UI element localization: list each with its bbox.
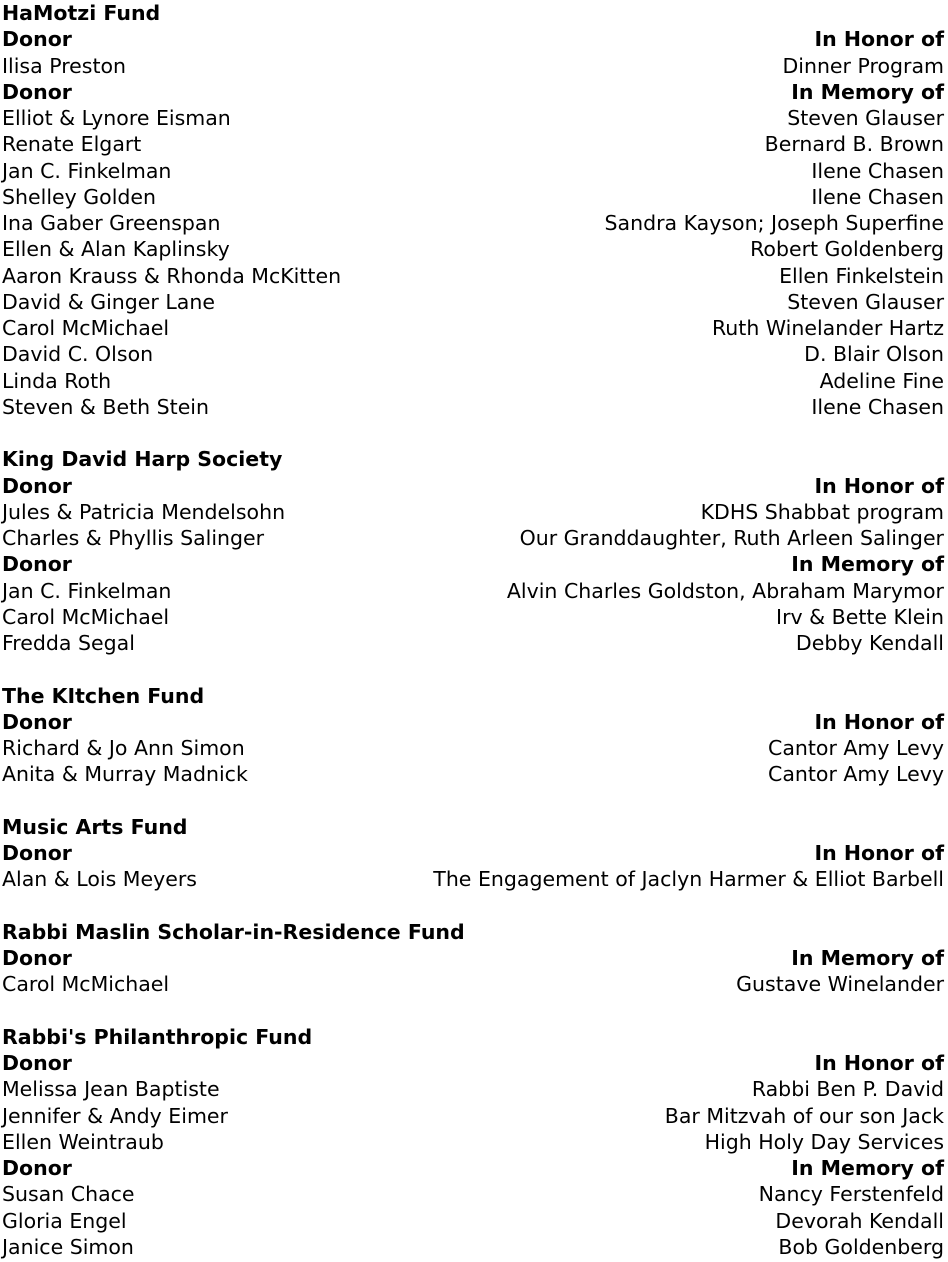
donation-row [2,394,944,420]
donor-name: Ellen & Alan Kaplinsky [2,237,230,262]
dedication-type-header: In Honor of [814,473,944,498]
donor-column-header: Donor [2,552,72,577]
donor-name: David & Ginger Lane [2,289,215,314]
honoree-name: Robert Goldenberg [750,237,944,262]
donation-row [2,105,944,131]
donor-name: Melissa Jean Baptiste [2,1077,220,1102]
donation-row [2,1129,944,1155]
donor-name: Elliot & Lynore Eisman [2,106,231,130]
donation-row [2,210,944,236]
fund-section [2,446,944,656]
donation-row [2,866,944,892]
donor-name: Alan & Lois Meyers [2,867,197,892]
donor-column-header: Donor [2,1156,72,1180]
honoree-name: Alvin Charles Goldston, Abraham Marymor [506,578,944,603]
honoree-name: Ilene Chasen [811,184,944,209]
donor-name: Carol McMichael [2,604,170,629]
honoree-name: Gustave Winelander [736,972,944,997]
honoree-name: Cantor Amy Levy [768,736,944,760]
honoree-name: Ilene Chasen [811,394,944,419]
honoree-name: Devorah Kendall [775,1208,944,1233]
fund-title: Music Arts Fund [2,814,188,839]
donation-row [2,1181,944,1207]
donor-name: Ina Gaber Greenspan [2,211,221,235]
column-header-row [2,26,944,52]
honoree-name: Steven Glauser [787,106,944,130]
honoree-name: Rabbi Ben P. David [751,1077,944,1102]
honoree-name: Nancy Ferstenfeld [758,1182,944,1207]
donation-row [2,499,944,525]
donor-column-header: Donor [2,1051,72,1075]
honoree-name: Bar Mitzvah of our son Jack [664,1103,944,1128]
donation-row [2,315,944,341]
honoree-name: Our Granddaughter, Ruth Arleen Salinger [519,526,944,550]
donation-row [2,131,944,157]
honoree-name: Cantor Amy Levy [768,762,944,787]
column-header-row [2,840,944,866]
donor-name: Ilisa Preston [2,53,127,78]
donor-name: Carol McMichael [2,316,170,340]
donor-name: Charles & Phyllis Salinger [2,526,265,550]
honoree-name: Ilene Chasen [811,158,944,183]
donation-row [2,1208,944,1234]
donor-name: Richard & Jo Ann Simon [2,736,245,760]
fund-section [2,1024,944,1260]
honoree-name: Ruth Winelander Hartz [711,316,944,340]
honoree-name: KDHS Shabbat program [700,499,944,524]
fund-title: Rabbi Maslin Scholar-in-Residence Fund [2,919,465,944]
donor-name: Shelley Golden [2,184,157,209]
donation-row [2,184,944,210]
donor-name: Jules & Patricia Mendelsohn [2,499,286,524]
column-header-row [2,551,944,577]
honoree-name: Sandra Kayson; Joseph Superfine [604,211,944,235]
donor-column-header: Donor [2,946,72,970]
column-header-row [2,79,944,105]
donation-row [2,236,944,262]
donor-column-header: Donor [2,27,72,52]
donor-name: Susan Chace [2,1182,135,1207]
column-header-row [2,709,944,735]
fund-section [2,919,944,998]
honoree-name: The Engagement of Jaclyn Harmer & Elliot Barbell [433,867,944,892]
donor-name: Anita & Murray Madnick [2,762,248,787]
honoree-name: Bob Goldenberg [778,1234,944,1259]
donation-row [2,1076,944,1102]
donation-row [2,735,944,761]
dedication-type-header: In Honor of [814,841,944,865]
dedication-type-header: In Honor of [814,27,944,52]
donation-row [2,630,944,656]
dedication-type-header: In Memory of [791,946,944,970]
dedication-type-header: In Honor of [814,709,944,734]
donor-name: Jan C. Finkelman [2,578,172,603]
fund-title: The KItchen Fund [2,683,205,708]
column-header-row [2,1050,944,1076]
honoree-name: Ellen Finkelstein [779,263,944,288]
donation-row [2,341,944,367]
donor-column-header: Donor [2,709,72,734]
dedication-type-header: In Memory of [791,1156,944,1180]
donation-row [2,604,944,630]
dedication-type-header: In Honor of [814,1051,944,1075]
honoree-name: Steven Glauser [787,289,944,314]
honoree-name: Bernard B. Brown [764,132,944,157]
donor-name: Ellen Weintraub [2,1129,164,1154]
honoree-name: D. Blair Olson [804,342,944,367]
donor-name: Steven & Beth Stein [2,394,209,419]
honoree-name: Adeline Fine [819,368,944,393]
donor-column-header: Donor [2,473,72,498]
donor-name: Janice Simon [2,1234,134,1259]
donor-name: Jennifer & Andy Eimer [2,1103,228,1128]
honoree-name: Debby Kendall [795,631,944,655]
donor-name: Gloria Engel [2,1208,127,1233]
fund-title: HaMotzi Fund [2,1,161,25]
column-header-row [2,473,944,499]
donation-row [2,971,944,997]
fund-section [2,683,944,788]
donation-row [2,158,944,184]
column-header-row [2,1155,944,1181]
donor-column-header: Donor [2,841,72,865]
donation-row [2,1234,944,1260]
dedication-type-header: In Memory of [791,552,944,577]
donation-row [2,525,944,551]
fund-title: King David Harp Society [2,447,283,472]
donation-row [2,761,944,787]
dedication-type-header: In Memory of [791,79,944,104]
honoree-name: Dinner Program [782,53,944,78]
donor-name: Jan C. Finkelman [2,158,172,183]
donation-row [2,263,944,289]
column-header-row [2,945,944,971]
donation-row [2,578,944,604]
donation-row [2,1103,944,1129]
donation-row [2,289,944,315]
fund-section [2,814,944,893]
donor-name: David C. Olson [2,342,154,367]
fund-title: Rabbi's Philanthropic Fund [2,1024,313,1049]
donor-name: Linda Roth [2,368,112,393]
donor-name: Carol McMichael [2,972,170,997]
honoree-name: Irv & Bette Klein [776,604,944,629]
donation-row [2,368,944,394]
donor-name: Fredda Segal [2,631,135,655]
honoree-name: High Holy Day Services [704,1129,944,1154]
donor-column-header: Donor [2,79,72,104]
donation-row [2,53,944,79]
donor-name: Renate Elgart [2,132,142,157]
fund-section [2,0,944,420]
donor-name: Aaron Krauss & Rhonda McKitten [2,263,342,288]
